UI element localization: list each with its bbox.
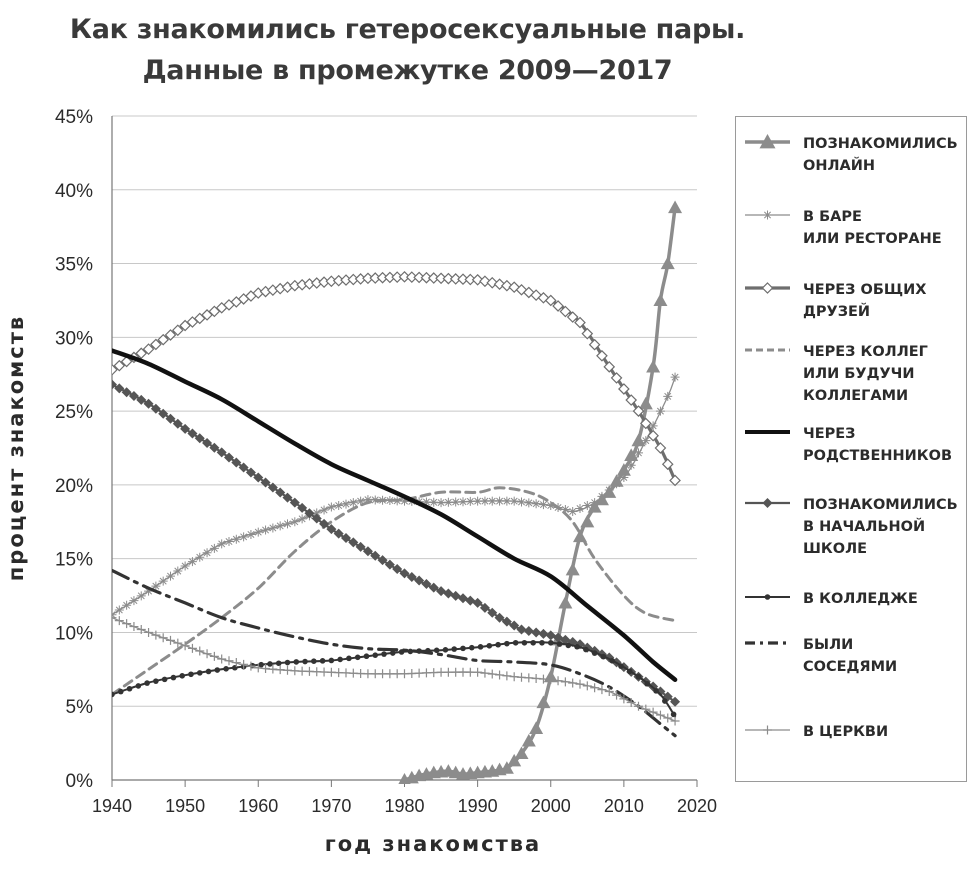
- data-point: [661, 257, 675, 270]
- data-point: [203, 548, 212, 557]
- data-point: [179, 673, 185, 679]
- data-point: [619, 473, 628, 482]
- series-layer: [107, 200, 682, 785]
- data-point: [487, 643, 493, 649]
- data-point: [653, 688, 659, 694]
- data-point: [293, 659, 299, 665]
- data-point: [495, 670, 504, 679]
- data-point: [536, 696, 550, 709]
- data-point: [558, 596, 572, 609]
- axes: [55, 107, 717, 816]
- data-point: [488, 670, 497, 679]
- data-point: [618, 663, 624, 669]
- legend-marker: [763, 726, 772, 735]
- x-tick-label: 1990: [457, 796, 498, 816]
- data-point: [662, 698, 668, 704]
- data-point: [268, 523, 277, 532]
- data-point: [337, 657, 343, 663]
- data-point: [217, 539, 226, 548]
- x-tick-label: 2020: [676, 796, 718, 816]
- legend-item-5: [745, 426, 952, 464]
- x-tick-label: 1940: [91, 796, 133, 816]
- data-point: [451, 646, 457, 652]
- data-point: [144, 680, 150, 686]
- data-point: [601, 654, 607, 660]
- legend-label: ШКОЛЕ: [803, 541, 868, 557]
- data-point: [473, 668, 482, 677]
- data-point: [443, 647, 449, 653]
- data-point: [136, 683, 142, 689]
- data-point: [627, 669, 633, 675]
- data-point: [223, 666, 229, 672]
- series-3: [107, 272, 680, 486]
- data-point: [480, 669, 489, 678]
- legend-label: В НАЧАЛЬНОЙ: [803, 519, 926, 535]
- data-point: [609, 658, 615, 664]
- data-point: [346, 656, 352, 662]
- legend-label: КОЛЛЕГАМИ: [803, 388, 909, 404]
- y-tick-label: 30%: [54, 328, 93, 350]
- data-point: [583, 647, 589, 653]
- data-point: [668, 200, 682, 213]
- chart-title-line-2: Данные в промежутке 2009—2017: [142, 55, 673, 86]
- legend-item-9: [745, 724, 888, 740]
- data-point: [159, 577, 168, 586]
- data-point: [671, 373, 680, 382]
- data-point: [513, 640, 519, 646]
- series-9: [108, 613, 680, 725]
- series-4: [112, 488, 675, 695]
- data-point: [355, 654, 361, 660]
- legend-item-1: [745, 134, 958, 174]
- data-point: [302, 659, 308, 665]
- data-point: [590, 683, 599, 692]
- data-point: [460, 646, 466, 652]
- data-point: [118, 689, 124, 695]
- data-point: [504, 641, 510, 647]
- x-tick-label: 1960: [238, 796, 279, 816]
- data-point: [129, 596, 138, 605]
- data-point: [171, 675, 177, 681]
- data-point: [206, 669, 212, 675]
- series-6: [107, 380, 680, 707]
- data-point: [510, 497, 519, 506]
- data-point: [215, 667, 221, 673]
- y-tick-label: 25%: [54, 402, 93, 424]
- data-point: [261, 526, 270, 535]
- series-line-2: [112, 377, 675, 615]
- data-point: [181, 562, 190, 571]
- legend-item-4: [745, 344, 928, 404]
- data-point: [597, 685, 606, 694]
- data-point: [478, 644, 484, 650]
- x-tick-label: 2000: [530, 796, 571, 816]
- legend-label: ОНЛАЙН: [803, 158, 875, 174]
- legend-item-6: [745, 497, 958, 557]
- legend-item-3: [745, 282, 926, 320]
- y-tick-label: 20%: [54, 475, 93, 497]
- data-point: [311, 658, 317, 664]
- series-line-4: [112, 488, 675, 695]
- data-point: [524, 498, 533, 507]
- data-point: [127, 686, 133, 692]
- legend-marker: [763, 283, 773, 293]
- data-point: [576, 680, 585, 689]
- y-tick-label: 0%: [65, 771, 93, 792]
- data-point: [342, 500, 351, 509]
- data-point: [115, 606, 124, 615]
- x-tick-label: 1950: [165, 796, 206, 816]
- data-point: [590, 498, 599, 507]
- legend-marker: [763, 211, 772, 220]
- data-point: [656, 407, 665, 416]
- legend-item-8: [745, 637, 897, 675]
- data-point: [653, 293, 667, 306]
- data-point: [546, 630, 556, 640]
- data-point: [495, 642, 501, 648]
- legend-label: ЧЕРЕЗ ОБЩИХ: [803, 282, 927, 298]
- data-point: [276, 521, 285, 530]
- data-point: [524, 626, 534, 636]
- data-point: [153, 678, 159, 684]
- data-point: [568, 678, 577, 687]
- data-point: [529, 721, 543, 734]
- legend-label: ДРУЗЕЙ: [803, 304, 871, 320]
- data-point: [517, 498, 526, 507]
- y-tick-label: 45%: [54, 107, 93, 128]
- data-point: [122, 601, 131, 610]
- data-point: [592, 650, 598, 656]
- data-point: [285, 660, 291, 666]
- data-point: [644, 681, 650, 687]
- legend-label: ЧЕРЕЗ КОЛЛЕГ: [803, 344, 928, 360]
- data-point: [283, 519, 292, 528]
- data-point: [188, 557, 197, 566]
- y-tick-label: 40%: [54, 180, 93, 202]
- series-line-9: [112, 618, 675, 721]
- data-point: [246, 662, 255, 671]
- data-point: [381, 651, 387, 657]
- x-tick-label: 2010: [603, 796, 644, 816]
- legend-marker: [765, 594, 771, 600]
- data-point: [258, 662, 264, 668]
- legend-label: РОДСТВЕННИКОВ: [803, 448, 952, 464]
- legend-label: БЫЛИ: [803, 637, 854, 653]
- data-point: [557, 641, 563, 647]
- data-point: [210, 544, 219, 553]
- legend-label: ЧЕРЕЗ: [803, 426, 856, 442]
- legend-label: В КОЛЛЕДЖЕ: [803, 591, 918, 607]
- data-point: [580, 515, 594, 528]
- data-point: [197, 670, 203, 676]
- legend-label: ИЛИ БУДУЧИ: [803, 366, 915, 382]
- data-point: [334, 501, 343, 510]
- data-point: [670, 475, 680, 485]
- data-point: [502, 671, 511, 680]
- data-point: [254, 528, 263, 537]
- data-point: [566, 563, 580, 576]
- data-point: [166, 572, 175, 581]
- data-point: [225, 537, 234, 546]
- y-tick-label: 35%: [54, 254, 93, 276]
- data-point: [327, 503, 336, 512]
- legend-label: СОСЕДЯМИ: [803, 659, 898, 675]
- x-axis-title: год знакомства: [324, 832, 542, 856]
- data-point: [583, 681, 592, 690]
- data-point: [109, 692, 115, 698]
- data-point: [627, 461, 636, 470]
- data-point: [634, 448, 643, 457]
- data-point: [329, 658, 335, 664]
- data-point: [671, 712, 677, 718]
- data-point: [612, 479, 621, 488]
- data-point: [636, 674, 642, 680]
- data-point: [225, 656, 234, 665]
- data-point: [364, 653, 370, 659]
- data-point: [574, 644, 580, 650]
- legend-label: В БАРЕ: [803, 209, 862, 225]
- data-point: [597, 492, 606, 501]
- data-point: [538, 629, 548, 639]
- legend-item-2: [745, 209, 942, 247]
- y-tick-label: 5%: [65, 697, 93, 719]
- series-2: [108, 373, 680, 620]
- data-point: [530, 640, 536, 646]
- data-point: [646, 360, 660, 373]
- data-point: [434, 648, 440, 654]
- data-point: [561, 677, 570, 686]
- data-point: [639, 397, 653, 410]
- data-point: [531, 627, 541, 637]
- data-point: [566, 643, 572, 649]
- legend-label: В ЦЕРКВИ: [803, 724, 889, 740]
- y-axis-title: процент знакомств: [4, 314, 28, 582]
- data-point: [469, 645, 475, 651]
- y-tick-label: 10%: [54, 623, 93, 645]
- data-point: [162, 677, 168, 683]
- series-line-3: [112, 277, 675, 481]
- legend-item-7: [745, 591, 918, 607]
- data-point: [663, 392, 672, 401]
- legend-label: ПОЗНАКОМИЛИСЬ: [803, 497, 958, 513]
- data-point: [641, 436, 650, 445]
- legend-label: ПОЗНАКОМИЛИСЬ: [803, 136, 958, 152]
- data-point: [320, 658, 326, 664]
- legend: [745, 134, 958, 740]
- legend-label: ИЛИ РЕСТОРАНЕ: [803, 231, 942, 247]
- chart-title-line-1: Как знакомились гетеросексуальные пары.: [69, 14, 746, 45]
- data-point: [137, 591, 146, 600]
- data-point: [372, 652, 378, 658]
- x-tick-label: 1980: [384, 796, 425, 816]
- data-point: [188, 671, 194, 677]
- gridlines: [112, 116, 697, 706]
- data-point: [173, 567, 182, 576]
- data-point: [246, 530, 255, 539]
- data-point: [539, 640, 545, 646]
- legend-marker: [763, 498, 773, 508]
- data-point: [548, 640, 554, 646]
- x-tick-label: 1970: [311, 796, 352, 816]
- data-point: [605, 486, 614, 495]
- y-tick-label: 15%: [54, 549, 93, 571]
- data-point: [522, 640, 528, 646]
- data-point: [532, 499, 541, 508]
- data-point: [267, 661, 273, 667]
- data-point: [232, 535, 241, 544]
- data-point: [239, 532, 248, 541]
